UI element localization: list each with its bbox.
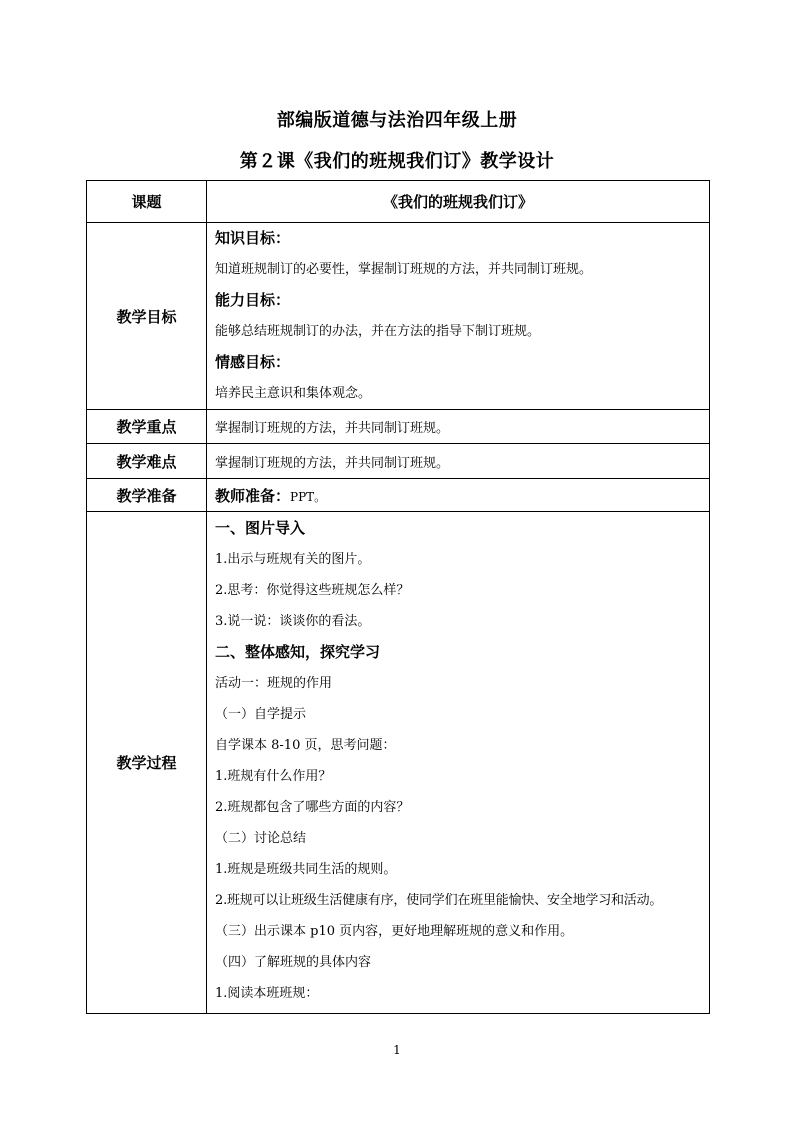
process-line: （三）出示课本 p10 页内容，更好地理解班规的意义和作用。 — [215, 924, 574, 939]
process-line: 二、整体感知，探究学习 — [215, 643, 381, 661]
preparation-cell — [207, 479, 710, 512]
page-number: 1 — [393, 1043, 401, 1057]
process-line: 2.班规都包含了哪些方面的内容？ — [215, 800, 410, 815]
topic-value: 《我们的班规我们订》 — [207, 181, 710, 223]
key-points-label: 教学重点 — [87, 410, 207, 444]
topic-label: 课题 — [87, 181, 207, 223]
ability-text: 能够总结班规制订的办法，并在方法的指导下制订班规。 — [215, 324, 541, 339]
key-points-text: 掌握制订班规的方法，并共同制订班规。 — [207, 410, 710, 444]
process-line: 一、图片导入 — [215, 519, 306, 537]
process-line: 2.班规可以让班级生活健康有序，使同学们在班里能愉快、安全地学习和活动。 — [215, 893, 663, 908]
process-line: 1.班规是班级共同生活的规则。 — [215, 862, 397, 877]
document-title: 部编版道德与法治四年级上册 — [276, 110, 518, 131]
preparation-bold: 教师准备： — [215, 486, 291, 505]
process-line: （二）讨论总结 — [215, 831, 307, 846]
process-line: 1.班规有什么作用？ — [215, 769, 332, 784]
ability-heading: 能力目标： — [215, 291, 291, 309]
preparation-row — [87, 479, 710, 512]
knowledge-heading: 知识目标： — [215, 229, 291, 247]
difficulties-row — [87, 444, 710, 479]
lesson-plan-table — [86, 180, 710, 1014]
process-label: 教学过程 — [87, 512, 207, 1014]
process-row — [87, 512, 710, 1014]
preparation-text: PPT。 — [290, 489, 327, 504]
preparation-label: 教学准备 — [87, 479, 207, 512]
objectives-label: 教学目标 — [87, 223, 207, 410]
process-cell — [207, 512, 710, 1014]
process-line: 1.出示与班规有关的图片。 — [215, 552, 371, 567]
objectives-cell — [207, 223, 710, 410]
emotion-text: 培养民主意识和集体观念。 — [215, 386, 372, 401]
process-line: （四）了解班规的具体内容 — [215, 955, 372, 970]
process-line: （一）自学提示 — [215, 707, 307, 722]
process-line: 1.阅读本班班规： — [215, 986, 319, 1001]
document-subtitle: 第２课《我们的班规我们订》教学设计 — [239, 151, 555, 172]
difficulties-label: 教学难点 — [87, 444, 207, 479]
process-line: 2.思考：你觉得这些班规怎么样？ — [215, 583, 410, 598]
emotion-heading: 情感目标： — [215, 353, 291, 371]
objectives-row — [87, 223, 710, 410]
key-points-row — [87, 410, 710, 444]
process-line: 活动一：班规的作用 — [215, 676, 333, 691]
difficulties-text: 掌握制订班规的方法，并共同制订班规。 — [207, 444, 710, 479]
topic-row — [87, 181, 710, 223]
knowledge-text: 知道班规制订的必要性，掌握制订班规的方法，并共同制订班规。 — [215, 262, 593, 277]
process-line: 3.说一说：谈谈你的看法。 — [215, 614, 371, 629]
process-line: 自学课本 8-10 页，思考问题： — [215, 738, 396, 753]
